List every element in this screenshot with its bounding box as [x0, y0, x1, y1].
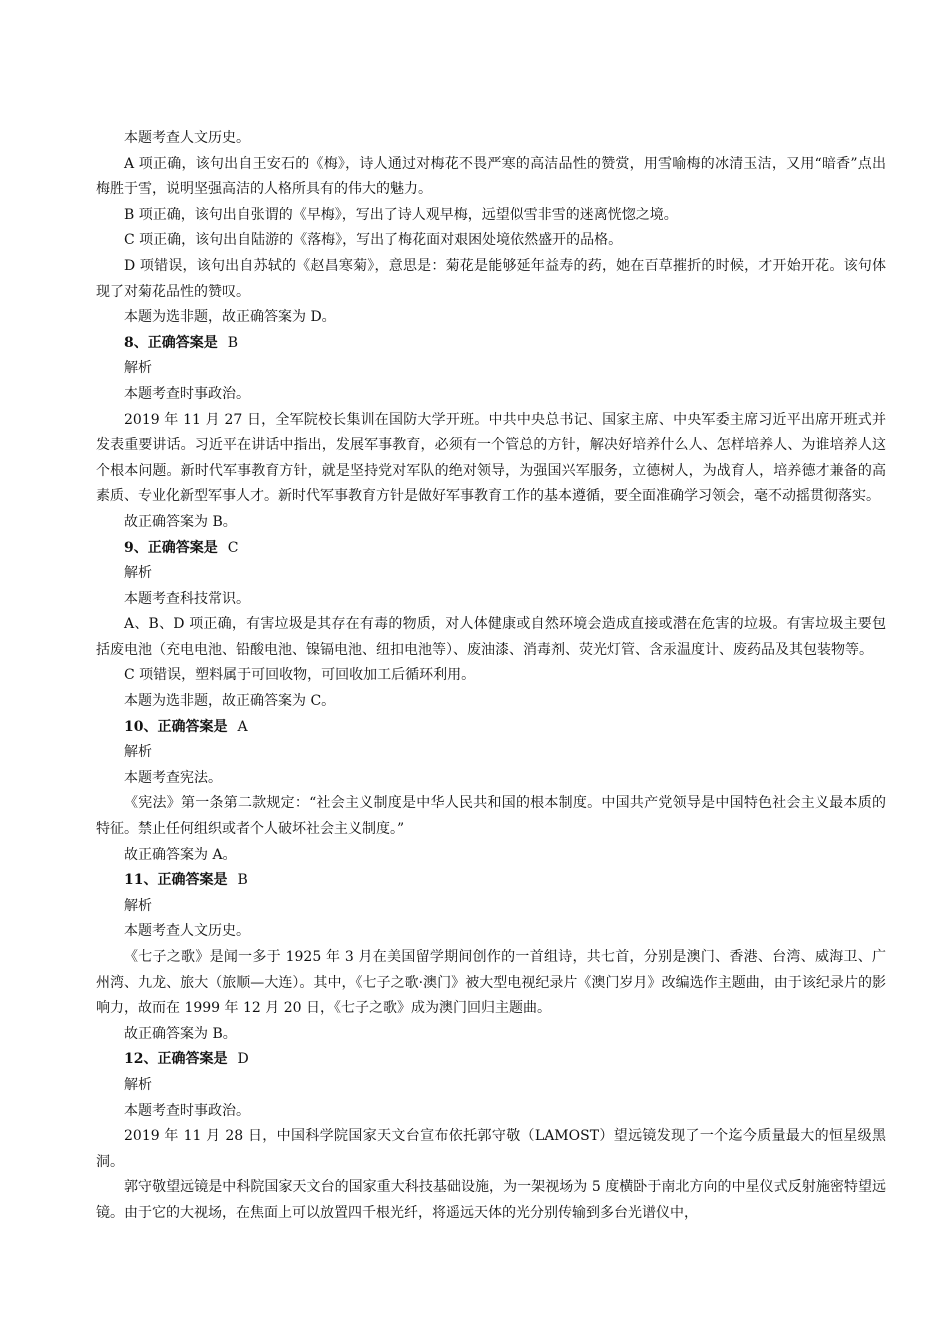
answer-heading — [96, 536, 886, 562]
answer-heading-label: 9、正确答案是 — [124, 539, 218, 556]
paragraph: A、B、D 项正确，有害垃圾是其存在有毒的物质，对人体健康或自然环境会造成直接或潜在危害的垃圾。有害垃圾主要包括废电池（充电电池、铅酸电池、镍镉电池、纽扣电池等）、废油漆、消毒剂、荧光灯管、含汞温度计、废药品及其包装物等。 — [96, 616, 886, 658]
answer-letter: D — [237, 1051, 249, 1068]
paragraph: 故正确答案为 B。 — [124, 1025, 237, 1042]
answer-heading — [96, 1047, 886, 1073]
answer-heading — [96, 715, 886, 741]
paragraph: 解析 — [124, 897, 152, 914]
paragraph: 《宪法》第一条第二款规定：“社会主义制度是中华人民共和国的根本制度。中国共产党领导是中国特色社会主义最本质的特征。禁止任何组织或者个人破坏社会主义制度。” — [96, 795, 886, 838]
paragraph: 解析 — [124, 744, 152, 761]
paragraph: 解析 — [124, 360, 152, 377]
paragraph: 本题考查人文历史。 — [124, 923, 250, 940]
answer-letter: A — [237, 718, 248, 735]
answer-heading-label: 11、正确答案是 — [124, 872, 228, 889]
paragraph: 本题为选非题，故正确答案为 D。 — [124, 309, 336, 326]
paragraph: 《七子之歌》是闻一多于 1925 年 3 月在美国留学期间创作的一首组诗，共七首，分别是澳门、香港、台湾、威海卫、广州湾、九龙、旅大（旅顺—大连）。其中，《七子之歌·澳门》被大型电视纪录片《澳门岁月》改编选作主题曲，由于该纪录片的影响力，故而在 1999 年 12 月 20 日，《七子之歌》成为澳门回归主题曲。 — [96, 949, 886, 1017]
paragraph: D 项错误，该句出自苏轼的《赵昌寒菊》，意思是：菊花是能够延年益寿的药，她在百草摧折的时候，才开始开花。该句体现了对菊花品性的赞叹。 — [96, 257, 886, 300]
answer-letter: B — [227, 334, 239, 351]
paragraph: 故正确答案为 B。 — [124, 513, 237, 530]
paragraph: 本题考查时事政治。 — [124, 1102, 250, 1119]
paragraph: C 项错误，塑料属于可回收物，可回收加工后循环利用。 — [124, 667, 476, 684]
paragraph: 本题考查人文历史。 — [124, 130, 250, 146]
paragraph: 本题考查宪法。 — [124, 769, 222, 786]
paragraph: 故正确答案为 A。 — [124, 846, 237, 863]
answer-heading-label: 10、正确答案是 — [124, 718, 228, 735]
paragraph: 解析 — [124, 565, 152, 582]
answer-heading — [96, 331, 886, 357]
answer-heading-label: 8、正确答案是 — [124, 334, 218, 351]
paragraph: 解析 — [124, 1076, 152, 1093]
paragraph: 本题考查时事政治。 — [124, 385, 250, 402]
answer-heading-label: 12、正确答案是 — [124, 1051, 228, 1068]
answer-letter: B — [237, 872, 248, 889]
paragraph: 2019 年 11 月 28 日，中国科学院国家天文台宣布依托郭守敬（LAMOST）望远镜发现了一个迄今质量最大的恒星级黑洞。 — [96, 1128, 886, 1170]
paragraph: 郭守敬望远镜是中科院国家天文台的国家重大科技基础设施，为一架视场为 5 度横卧于南北方向的中星仪式反射施密特望远镜。由于它的大视场，在焦面上可以放置四千根光纤，将遥远天体的光分别传输到多台光谱仪中， — [96, 1179, 886, 1221]
paragraph: A 项正确，该句出自王安石的《梅》，诗人通过对梅花不畏严寒的高洁品性的赞赏，用雪喻梅的冰清玉洁，又用“暗香”点出梅胜于雪，说明坚强高洁的人格所具有的伟大的魅力。 — [96, 155, 886, 198]
paragraph: C 项正确，该句出自陆游的《落梅》，写出了梅花面对艰困处境依然盛开的品格。 — [124, 232, 623, 249]
paragraph: 2019 年 11 月 27 日，全军院校长集训在国防大学开班。中共中央总书记、国家主席、中央军委主席习近平出席开班式并发表重要讲话。习近平在讲话中指出，发展军事教育，必须有一个管总的方针，解决好培养什么人、怎样培养人、为谁培养人这个根本问题。新时代军事教育方针，就是坚持党对军队的绝对领导，为强国兴军服务，立德树人，为战育人，培养德才兼备的高素质、专业化新型军事人才。新时代军事教育方针是做好军事教育工作的基本遵循，要全面准确学习领会，毫不动摇贯彻落实。 — [96, 411, 886, 505]
answer-letter: C — [227, 539, 239, 556]
paragraph: 本题考查科技常识。 — [124, 590, 250, 607]
answer-heading — [96, 868, 886, 894]
paragraph: B 项正确，该句出自张谓的《早梅》，写出了诗人观早梅，远望似雪非雪的迷离恍惚之境。 — [124, 206, 678, 223]
paragraph: 本题为选非题，故正确答案为 C。 — [124, 693, 336, 710]
document-body — [96, 126, 886, 1227]
